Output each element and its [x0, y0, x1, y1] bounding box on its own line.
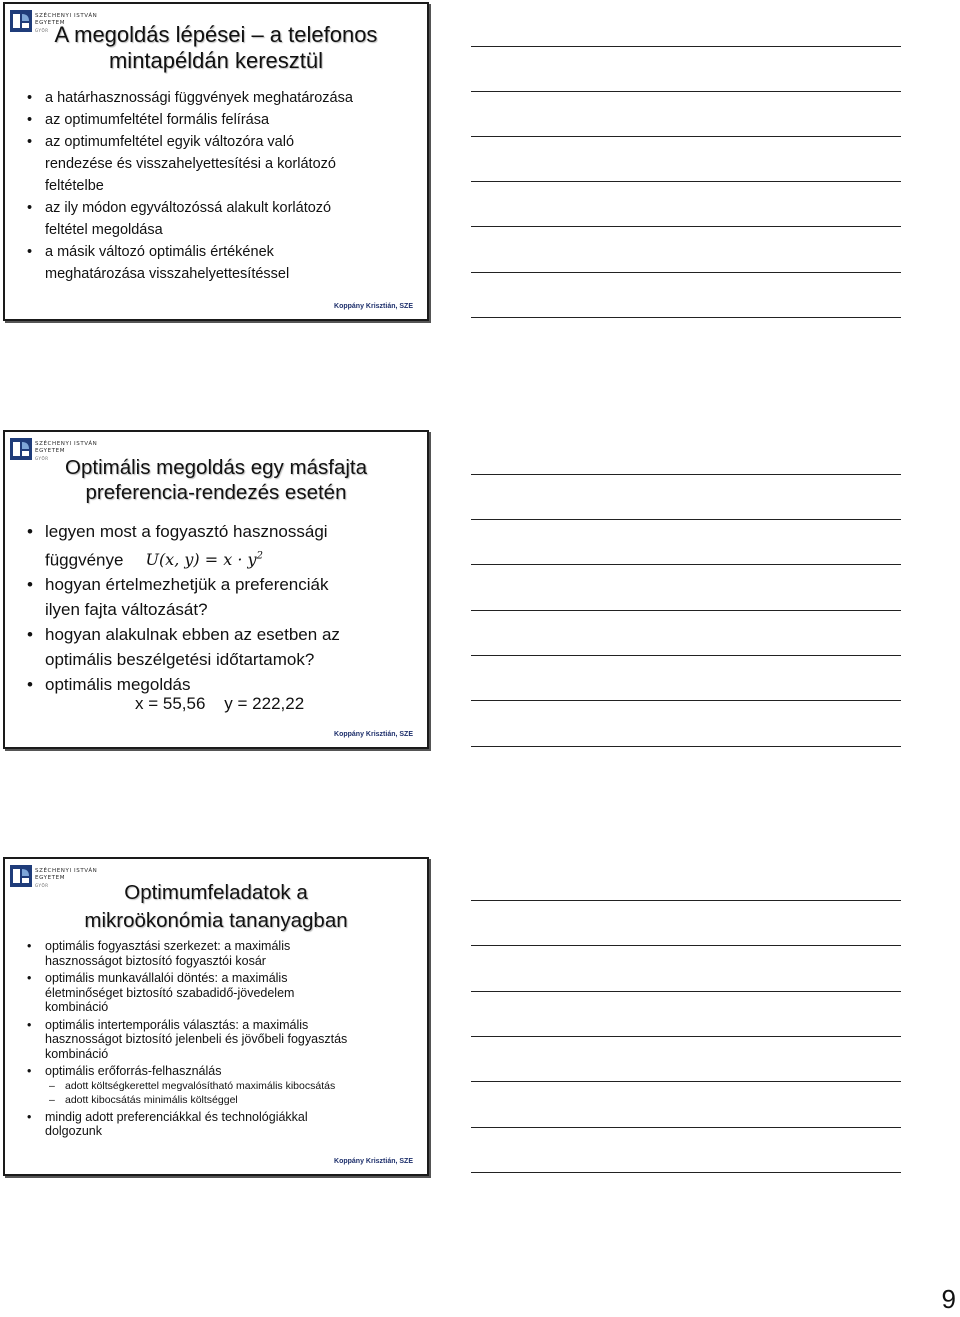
note-line: [471, 272, 901, 273]
note-line: [471, 564, 901, 565]
note-line: [471, 1036, 901, 1037]
note-line: [471, 655, 901, 656]
bullet-text: • hogyan értelmezhetjük a preferenciák: [45, 575, 329, 595]
bullet-list: [27, 87, 353, 285]
slide-title: [17, 879, 415, 935]
bullet-text: • optimális erőforrás-felhasználás: [45, 1064, 222, 1078]
bullet-text: • optimális intertemporális választás: a maximális: [45, 1017, 309, 1032]
sub-bullet-item: – adott kibocsátás minimális költséggel: [45, 1093, 347, 1107]
bullet-item: [27, 572, 340, 622]
bullet-item: [27, 109, 353, 131]
bullet-text: • az optimumfeltétel formális felírása: [45, 112, 270, 128]
bullet-text: • a másik változó optimális értékének: [45, 244, 274, 260]
title-line: mikroökonómia tananyagban: [84, 909, 348, 932]
logo-line-2: EGYETEM: [35, 20, 66, 26]
slide-2: [3, 430, 429, 749]
note-line: [471, 1172, 901, 1173]
bullet-item: [27, 519, 340, 572]
slide-title: [17, 22, 415, 75]
logo-line-1: SZÉCHENYI ISTVÁN: [35, 13, 98, 19]
slide-3: [3, 857, 429, 1176]
bullet-text: dolgozunk: [45, 1124, 102, 1138]
solution-formula: x = 55,56 y = 222,22: [135, 694, 305, 713]
note-line: [471, 991, 901, 992]
note-line: [471, 610, 901, 611]
title-line: Optimális megoldás egy másfajta: [65, 456, 367, 479]
bullet-list: [27, 939, 347, 1142]
bullet-text: rendezése és visszahelyettesítési a korlátozó: [45, 156, 336, 172]
bullet-item: [27, 197, 353, 241]
bullet-text: • optimális megoldás: [45, 675, 191, 695]
note-line: [471, 226, 901, 227]
title-line: mintapéldán keresztül: [108, 48, 323, 74]
bullet-list: [27, 519, 340, 697]
bullet-text: meghatározása visszahelyettesítéssel: [45, 266, 290, 282]
bullet-text: kombináció: [45, 1046, 109, 1061]
title-line: A megoldás lépései – a telefonos: [54, 22, 378, 47]
note-line: [471, 91, 901, 92]
utility-formula: [145, 550, 262, 569]
note-line: [471, 945, 901, 946]
logo-line-1: SZÉCHENYI ISTVÁN: [35, 441, 98, 447]
bullet-text: függvénye: [45, 550, 124, 570]
slide-1: [3, 2, 429, 321]
bullet-text: optimális beszélgetési időtartamok?: [45, 650, 315, 670]
bullet-text: • optimális munkavállalói döntés: a maximális: [45, 971, 288, 985]
logo-line-2: EGYETEM: [35, 875, 66, 881]
note-line: [471, 136, 901, 137]
bullet-text: • a határhasznossági függvények meghatározása: [45, 90, 353, 106]
logo-line-2: EGYETEM: [35, 448, 66, 454]
bullet-text: ilyen fajta változását?: [45, 600, 208, 620]
note-line: [471, 1127, 901, 1128]
bullet-text-with-formula: [45, 544, 340, 572]
title-line: Optimumfeladatok a: [124, 881, 308, 904]
bullet-item: [27, 1018, 347, 1062]
bullet-text: • optimális fogyasztási szerkezet: a maximális: [45, 939, 291, 953]
note-line: [471, 900, 901, 901]
logo-line-3: GYŐR: [35, 883, 49, 888]
page-number: 9: [941, 1284, 956, 1314]
title-line: preferencia-rendezés esetén: [85, 480, 347, 504]
note-line: [471, 46, 901, 47]
bullet-text: feltétel megoldása: [45, 222, 163, 238]
bullet-text: • mindig adott preferenciákkal és technológiákkal: [45, 1109, 308, 1124]
note-line: [471, 474, 901, 475]
bullet-item: [27, 1110, 347, 1139]
slide-footer: Koppány Krisztián, SZE: [334, 1158, 413, 1165]
bullet-item: [27, 971, 347, 1015]
note-line: [471, 519, 901, 520]
note-line: [471, 700, 901, 701]
utility-formula-exponent: 2: [256, 551, 263, 562]
slide-footer: Koppány Krisztián, SZE: [334, 303, 413, 310]
note-line: [471, 746, 901, 747]
note-line: [471, 1081, 901, 1082]
sub-bullet-item: – adott költségkerettel megvalósítható maximális kibocsátás: [45, 1079, 347, 1093]
note-line: [471, 181, 901, 182]
logo-line-3: GYŐR: [35, 456, 49, 461]
bullet-text: hasznosságot biztosító fogyasztói kosár: [45, 953, 266, 968]
bullet-text: életminőséget biztosító szabadidő-jövedelem: [45, 985, 295, 1000]
slide-title: [17, 456, 415, 505]
bullet-item: [27, 1064, 347, 1107]
bullet-item: [27, 131, 353, 197]
bullet-item: [27, 87, 353, 109]
utility-formula-text: U(x, y) = x · y: [145, 550, 257, 570]
note-line: [471, 317, 901, 318]
bullet-text: • az ily módon egyváltozóssá alakult korlátozó: [45, 200, 332, 216]
bullet-item: [27, 241, 353, 285]
logo-line-3: GYŐR: [35, 28, 49, 33]
logo-line-1: SZÉCHENYI ISTVÁN: [35, 868, 98, 874]
bullet-text: hasznosságot biztosító jelenbeli és jövőbeli fogyasztás: [45, 1032, 348, 1046]
bullet-text: • hogyan alakulnak ebben az esetben az: [45, 625, 340, 645]
bullet-text: • az optimumfeltétel egyik változóra való: [45, 134, 295, 150]
bullet-item: [27, 939, 347, 968]
bullet-text: kombináció: [45, 1000, 109, 1014]
bullet-text: • legyen most a fogyasztó hasznossági: [45, 522, 328, 541]
bullet-text: feltételbe: [45, 178, 104, 194]
sub-bullet-list: [45, 1079, 347, 1107]
slide-footer: Koppány Krisztián, SZE: [334, 731, 413, 738]
bullet-item: [27, 622, 340, 672]
